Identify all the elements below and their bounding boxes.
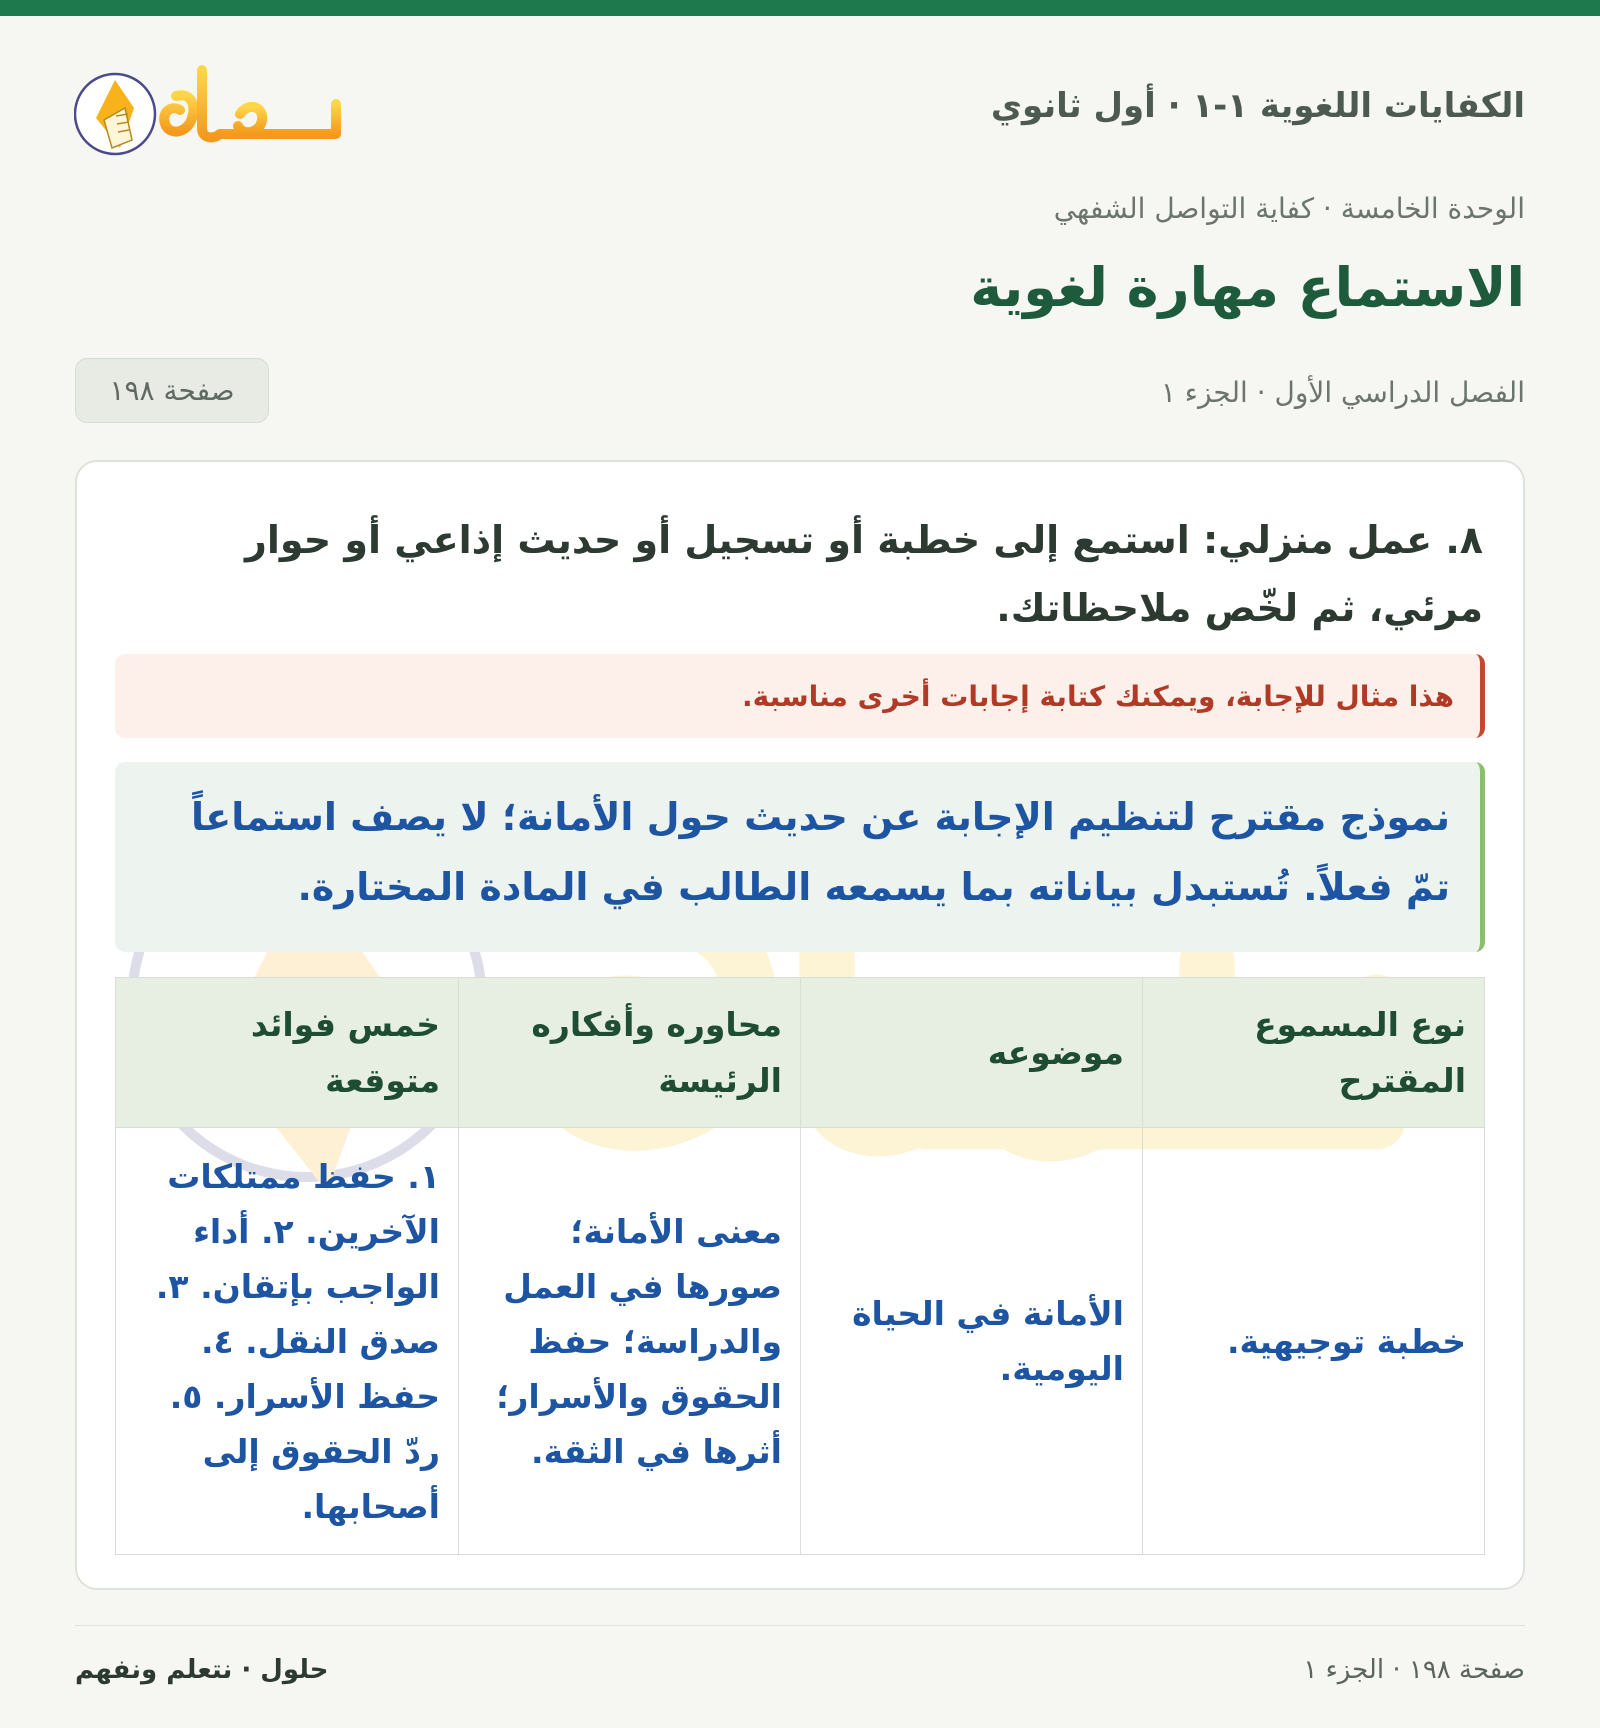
table-header-cell: محاوره وأفكاره الرئيسة	[458, 978, 800, 1127]
table-header-cell: موضوعه	[800, 978, 1142, 1127]
lesson-title: الاستماع مهارة لغوية	[970, 256, 1525, 319]
course-title: الكفايات اللغوية ١-١ · أول ثانوي	[990, 86, 1525, 126]
table-cell: الأمانة في الحياة اليومية.	[800, 1128, 1142, 1554]
exercise-card	[75, 460, 1525, 1590]
table-header-row	[116, 978, 1484, 1128]
hulul-logo[interactable]	[74, 56, 344, 166]
logo-icon	[74, 56, 344, 166]
table-cell: معنى الأمانة؛ صورها في العمل والدراسة؛ حفظ الحقوق والأسرار؛ أثرها في الثقة.	[458, 1128, 800, 1554]
footer-divider	[75, 1625, 1525, 1626]
page-header	[74, 56, 1525, 166]
table-cell: ١. حفظ ممتلكات الآخرين. ٢. أداء الواجب بإتقان. ٣. صدق النقل. ٤. حفظ الأسرار. ٥. ردّ الحقوق إلى أصحابها.	[155, 1156, 440, 1526]
model-answer-text: نموذج مقترح لتنظيم الإجابة عن حديث حول الأمانة؛ لا يصف استماعاً تمّ فعلاً. تُستبدل بياناته بما يسمعه الطالب في المادة المختارة.	[190, 795, 1450, 909]
table-header-cell: خمس فوائد متوقعة	[250, 1004, 440, 1100]
page-badge: صفحة ١٩٨	[75, 358, 269, 423]
unit-label: الوحدة الخامسة · كفاية التواصل الشفهي	[1053, 192, 1525, 225]
answer-note-text: هذا مثال للإجابة، ويمكنك كتابة إجابات أخرى مناسبة.	[742, 679, 1454, 713]
model-answer-box	[115, 762, 1485, 952]
table-header-cell: نوع المسموع المقترح	[1142, 978, 1484, 1127]
answer-note	[115, 654, 1485, 738]
footer-brand: حلول · نتعلم ونفهم	[75, 1655, 329, 1685]
question-text: ٨. عمل منزلي: استمع إلى خطبة أو تسجيل أو حديث إذاعي أو حوار مرئي، ثم لخّص ملاحظاتك.	[245, 518, 1483, 630]
top-accent-bar	[0, 0, 1600, 16]
answer-table	[115, 977, 1485, 1555]
table-row	[116, 1128, 1484, 1554]
table-cell: خطبة توجيهية.	[1142, 1128, 1484, 1554]
footer-page-info: صفحة ١٩٨ · الجزء ١	[1303, 1655, 1525, 1685]
term-label: الفصل الدراسي الأول · الجزء ١	[1160, 376, 1525, 409]
